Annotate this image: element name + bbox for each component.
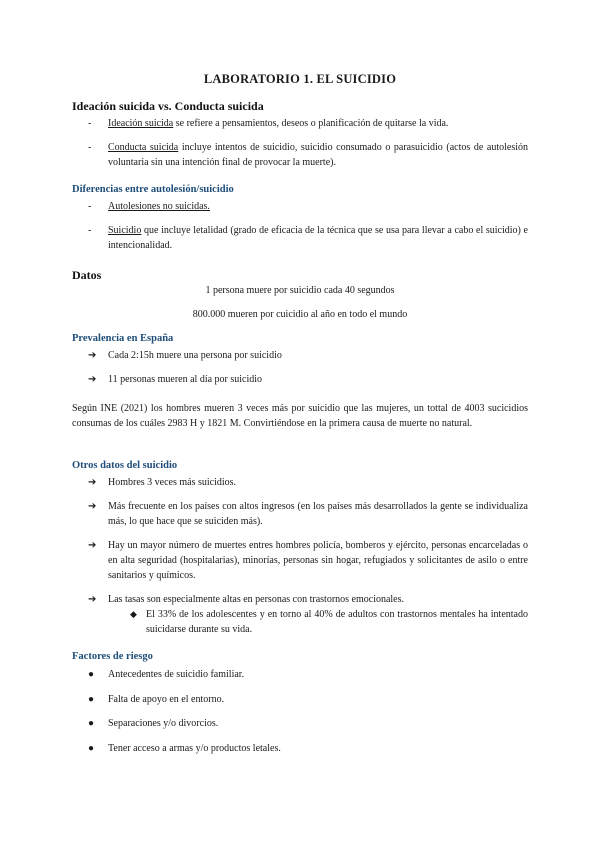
ine-paragraph: Según INE (2021) los hombres mueren 3 veces más por suicidio que las mujeres, un tottal de 4003 sucicidios consumas de los cuáles 2983 H y 1821 M. Convirtiéndose en la primera causa de muerte no natural.	[72, 403, 528, 429]
section-heading-ideacion: Ideación suicida vs. Conducta suicida	[72, 99, 264, 113]
arrow-icon: ➔	[88, 350, 97, 361]
list-item-otros-1: Hombres 3 veces más suicidios.	[108, 477, 237, 488]
bullet-icon: ●	[88, 718, 95, 729]
section-heading-datos: Datos	[72, 268, 102, 282]
term-conducta: Conducta suicida	[108, 142, 179, 153]
arrow-icon: ➔	[88, 594, 97, 605]
list-subitem-otros: El 33% de los adolescentes y en torno al 40% de adultos con trastornos mentales ha intentado suicidarse durante su vida.	[146, 609, 528, 635]
list-item-ideacion	[108, 116, 528, 131]
arrow-icon: ➔	[88, 501, 97, 512]
arrow-icon: ➔	[88, 477, 97, 488]
bullet-icon: ●	[88, 743, 95, 754]
bullet-icon: ●	[88, 669, 95, 680]
datos-line-1: 1 persona muere por suicidio cada 40 segundos	[205, 285, 395, 296]
list-item-conducta	[108, 140, 528, 170]
section-heading-factores: Factores de riesgo	[72, 651, 153, 662]
list-item-otros-2: Más frecuente en los países con altos ingresos (en los países más desarrollados la gente se individualiza más, lo que hace que se suiciden más).	[108, 501, 528, 527]
list-item-prevalencia-1: Cada 2:15h muere una persona por suicidio	[108, 350, 282, 361]
section-heading-diferencias: Diferencias entre autolesión/suicidio	[72, 184, 234, 195]
term-ideacion: Ideación suicida	[108, 118, 174, 129]
dash-marker: -	[88, 118, 92, 129]
list-item-autolesiones	[108, 199, 528, 214]
section-heading-prevalencia: Prevalencia en España	[72, 333, 174, 344]
list-item-factores-4: Tener acceso a armas y/o productos letales.	[108, 743, 281, 754]
arrow-icon: ➔	[88, 540, 97, 551]
bullet-icon: ●	[88, 694, 95, 705]
document-title: LABORATORIO 1. EL SUICIDIO	[203, 72, 397, 86]
list-item-factores-3: Separaciones y/o divorcios.	[108, 718, 219, 729]
text-ideacion: se refiere a pensamientos, deseos o planificación de quitarse la vida.	[173, 118, 449, 129]
dash-marker: -	[88, 225, 92, 236]
list-item-otros-3: Hay un mayor número de muertes entres hombres policía, bomberos y ejército, personas encarceladas o en alta seguridad (hospitalarias), minorías, personas sin hogar, refugiados y solicitantes de asilo o entre sanitarios y químicos.	[108, 540, 528, 581]
dash-marker: -	[88, 201, 92, 212]
text-conducta: incluye intentos de suicidio, suicidio consumado o parasuicidio (actos de autolesión voluntaria sin una intención final de provocar la muerte).	[108, 142, 528, 168]
text-suicidio: que incluye letalidad (grado de eficacia de la técnica que se usa para llevar a cabo el suicidio) e intencionalidad.	[108, 225, 528, 251]
list-item-factores-2: Falta de apoyo en el entorno.	[108, 694, 225, 705]
list-item-factores-1: Antecedentes de suicidio familiar.	[108, 669, 245, 680]
section-heading-otros: Otros datos del suicidio	[72, 460, 178, 471]
list-item-prevalencia-2: 11 personas mueren al día por suicidio	[108, 374, 263, 385]
arrow-icon: ➔	[88, 374, 97, 385]
term-autolesiones: Autolesiones no suicidas.	[108, 201, 210, 212]
term-suicidio: Suicidio	[108, 225, 142, 236]
diamond-icon: ◆	[130, 609, 137, 619]
dash-marker: -	[88, 142, 92, 153]
list-item-suicidio	[108, 223, 528, 253]
list-item-otros-4: Las tasas son especialmente altas en personas con trastornos emocionales.	[108, 594, 405, 605]
datos-line-2: 800.000 mueren por cuicidio al año en todo el mundo	[192, 309, 408, 320]
